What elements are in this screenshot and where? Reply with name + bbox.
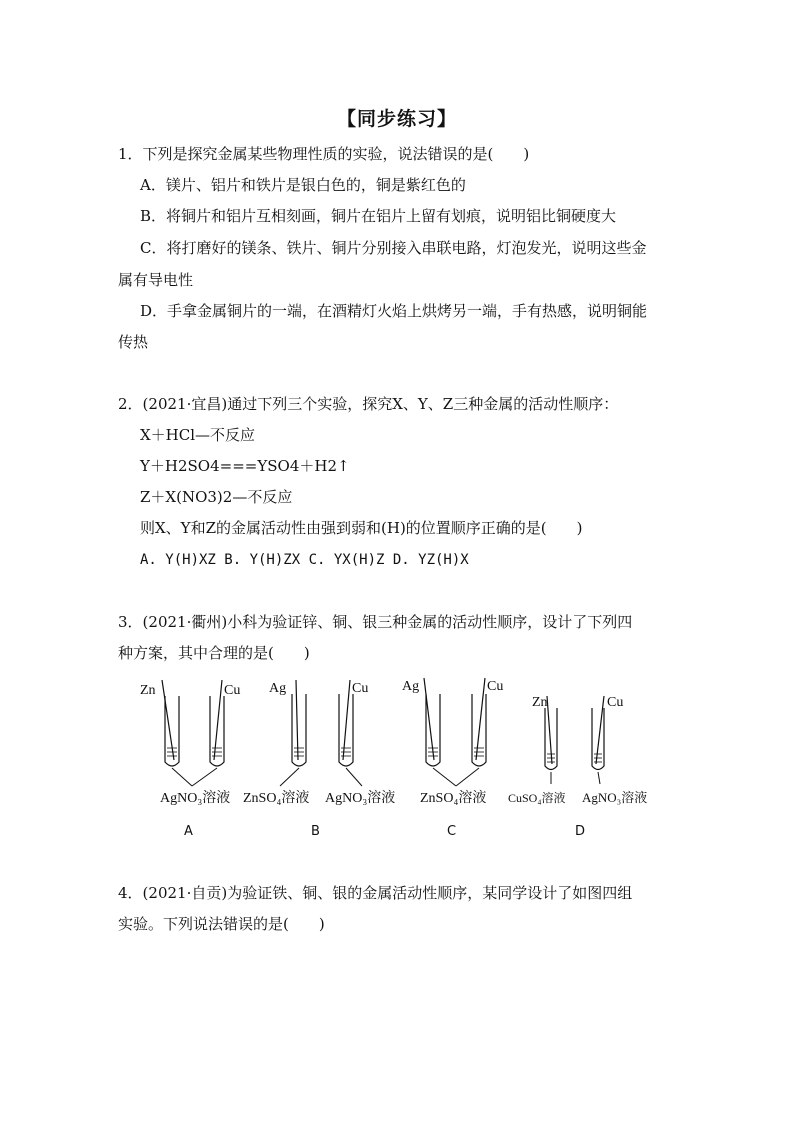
q3-stem-line1: 3．(2021·衢州)小科为验证锌、铜、银三种金属的活动性顺序，设计了下列四 [118, 613, 633, 631]
option-letter: C [447, 824, 457, 839]
tube-set-b [280, 680, 362, 786]
q2-equation-1: X＋HCl—不反应 [140, 426, 256, 444]
tube-set-d [545, 696, 604, 784]
q2-equation-3: Z＋X(NO3)2—不反应 [140, 488, 293, 506]
metal-label: Cu [487, 679, 504, 694]
q3-test-tube-figure [130, 668, 690, 848]
test-tube [592, 708, 604, 770]
metal-label: Ag [402, 679, 420, 694]
metal-label: Zn [140, 683, 156, 698]
solution-label: AgNO₃溶液 [582, 790, 648, 805]
solution-label: ZnSO₄溶液 [243, 791, 310, 806]
tube-set-c [424, 678, 486, 786]
option-letter: A [184, 824, 193, 839]
solution-label: ZnSO₄溶液 [420, 791, 487, 806]
tube-set-a [162, 680, 224, 786]
q2-stem: 2．(2021·宜昌)通过下列三个实验，探究X、Y、Z三种金属的活动性顺序： [118, 395, 619, 413]
metal-label: Ag [269, 681, 287, 696]
metal-label: Cu [224, 683, 241, 698]
option-letter: D [575, 824, 586, 839]
test-tube [165, 696, 179, 766]
solution-label: CuSO₄溶液 [508, 791, 566, 805]
q1-option-d-line1: D．手拿金属铜片的一端，在酒精灯火焰上烘烤另一端，手有热感，说明铜能 [140, 302, 648, 320]
metal-label: Zn [532, 695, 548, 710]
q1-option-b: B．将铜片和铝片互相刻画，铜片在铝片上留有划痕，说明铝比铜硬度大 [140, 207, 617, 225]
q3-stem-line2: 种方案，其中合理的是( ) [118, 644, 310, 662]
q1-option-d-line2: 传热 [118, 333, 149, 351]
q1-stem: 1．下列是探究金属某些物理性质的实验，说法错误的是( ) [118, 145, 530, 163]
q1-option-c-line1: C．将打磨好的镁条、铁片、铜片分别接入串联电路，灯泡发光，说明这些金 [140, 239, 647, 257]
q2-ask: 则X、Y和Z的金属活动性由强到弱和(H)的位置顺序正确的是( ) [140, 519, 583, 537]
test-tube-diagram [130, 668, 690, 848]
test-tube [545, 708, 557, 770]
solution-label: AgNO₃溶液 [325, 791, 396, 806]
q1-option-a: A．镁片、铝片和铁片是银白色的，铜是紫红色的 [140, 176, 466, 194]
option-letter: B [311, 824, 320, 839]
metal-label: Cu [352, 681, 369, 696]
test-tube [292, 694, 306, 766]
q2-equation-2: Y＋H2SO4===YSO4＋H2↑ [140, 457, 350, 475]
solution-label: AgNO₃溶液 [160, 791, 231, 806]
q4-stem-line1: 4．(2021·自贡)为验证铁、铜、银的金属活动性顺序，某同学设计了如图四组 [118, 884, 633, 902]
q4-stem-line2: 实验。下列说法错误的是( ) [118, 915, 325, 933]
section-title: 【同步练习】 [336, 108, 457, 130]
q1-option-c-line2: 属有导电性 [118, 271, 194, 289]
q2-options: A. Y(H)XZ B. Y(H)ZX C. YX(H)Z D. YZ(H)X [140, 552, 469, 568]
metal-label: Cu [607, 695, 624, 710]
